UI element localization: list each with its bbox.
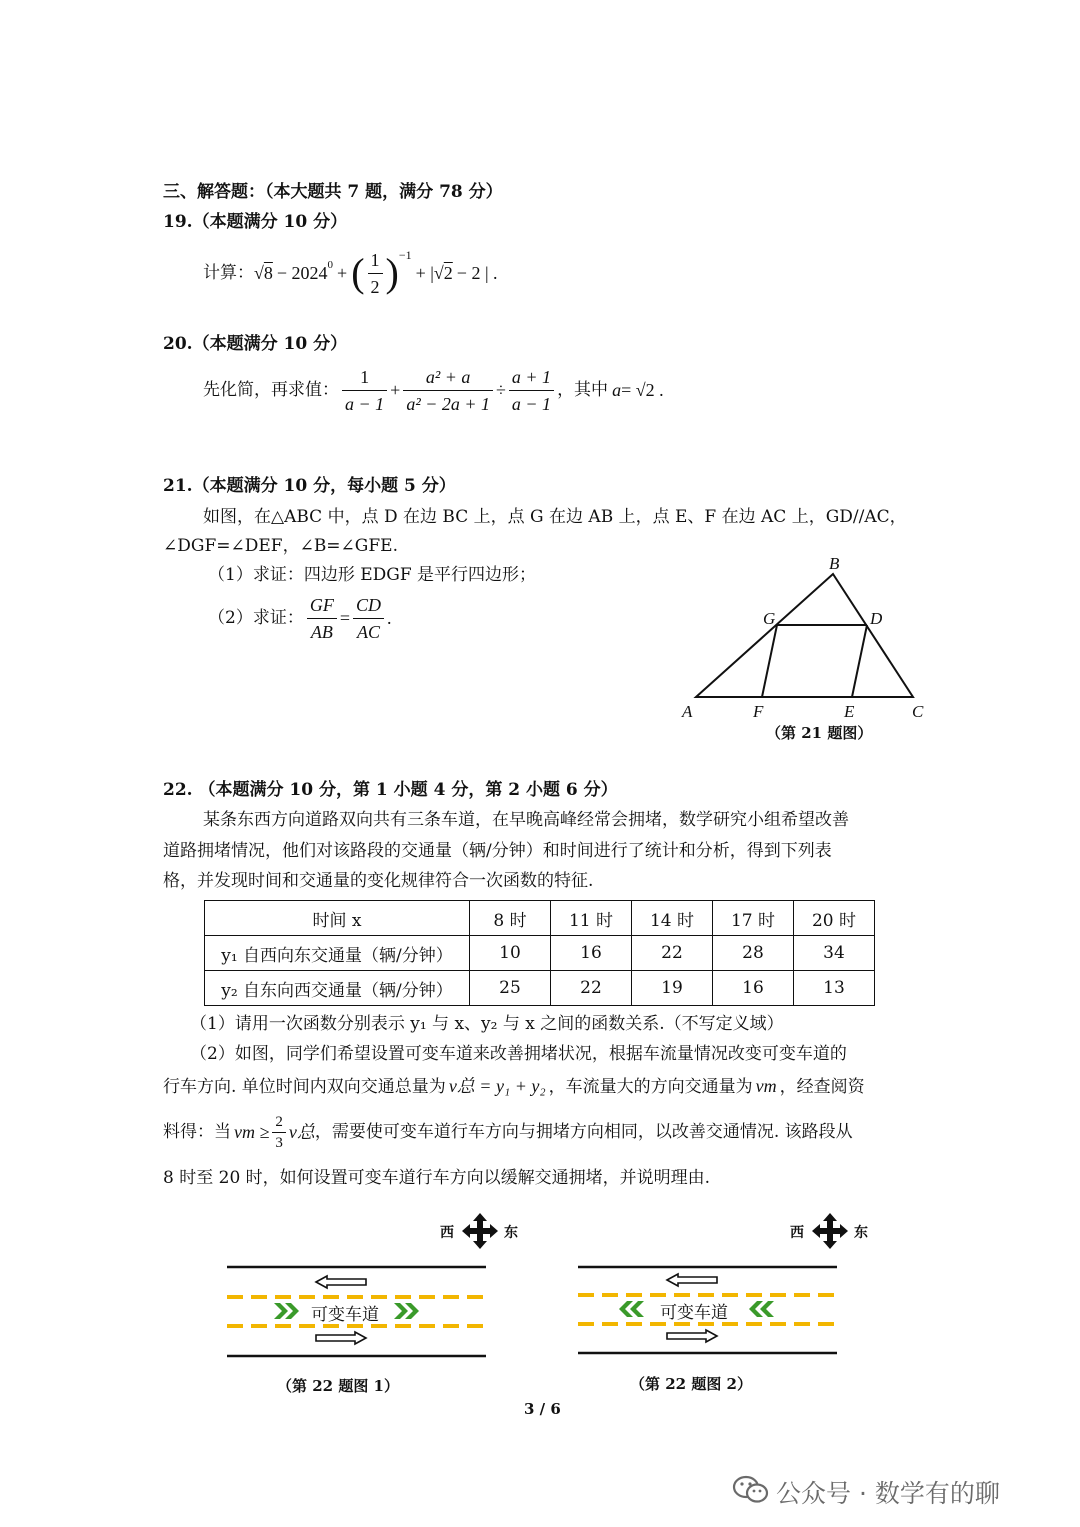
table-cell: 22 [632, 936, 713, 971]
eastbound-arrow-icon [316, 1332, 366, 1344]
label-b: B [829, 554, 840, 573]
traffic-table [204, 900, 875, 1006]
q22-total-formula: v总 = y₁ + y₂ [448, 1076, 546, 1096]
table-cell: 22 [551, 971, 632, 1006]
q21-end: . [387, 608, 392, 628]
label-g: G [763, 609, 776, 628]
table-row-label: y₁ 自西向东交通量（辆/分钟） [205, 936, 470, 971]
q19-exp-neg1: −1 [398, 248, 412, 262]
q20-var: a [612, 380, 622, 400]
q22-frac-two-thirds: $\frac{2}{3}$ [272, 1112, 286, 1153]
label-f: F [753, 702, 764, 721]
q20-value: = √2 . [621, 380, 664, 400]
eastbound-arrow-icon [667, 1330, 717, 1342]
table-row [205, 936, 875, 971]
table-row-label: y₂ 自东向西交通量（辆/分钟） [205, 971, 470, 1006]
table-header-cell: 20 时 [794, 901, 875, 936]
table-row [205, 971, 875, 1006]
table-header-cell: 17 时 [713, 901, 794, 936]
fig1-east-label: 东 [504, 1225, 518, 1241]
table-cell: 28 [713, 936, 794, 971]
footer-brand: 公众号 · 数学有的聊 [776, 1479, 1000, 1508]
q22-part1: （1）请用一次函数分别表示 y₁ 与 x、y₂ 与 x 之间的函数关系.（不写定义域） [190, 1014, 784, 1034]
q21-frac-gf-ab: $\frac{GF}{AB}$ [307, 592, 337, 645]
q19-paren-right: ) [385, 250, 399, 295]
fig1-caption: （第 22 题图 1） [277, 1377, 399, 1395]
q22-part2-line4: 8 时至 20 时，如何设置可变车道行车方向以缓解交通拥堵，并说明理由. [163, 1168, 711, 1188]
q20-tail: ，其中 [557, 380, 609, 400]
q20-frac3: $\frac{a + 1}{a - 1}$ [509, 364, 554, 417]
q19-exp0: 0 [327, 259, 334, 271]
q19-abs-close: − 2 | . [456, 263, 498, 283]
q22-part2-line3: 料得：当 vm ≥ $\frac{2}{3}$ v总 ，需要使可变车道行车方向与拥堵方向相同，以改善交通情况. 该路段从 [163, 1113, 853, 1151]
q19-term-2024: − 2024 [276, 263, 328, 283]
q20-frac1: $\frac{1}{a - 1}$ [342, 364, 387, 417]
table-header-row [205, 901, 875, 936]
table-cell: 10 [470, 936, 551, 971]
westbound-arrow-icon [316, 1276, 366, 1288]
fig2-caption: （第 22 题图 2） [630, 1375, 752, 1393]
q21-part2 [208, 590, 392, 646]
triangle-abc [696, 574, 913, 697]
q22-header: 22. （本题满分 10 分，第 1 小题 4 分，第 2 小题 6 分） [163, 780, 618, 800]
label-d: D [870, 609, 883, 628]
q19-sqrt8: √8 [254, 263, 273, 283]
label-e: E [844, 702, 855, 721]
fig2-east-label: 东 [854, 1225, 868, 1241]
q22-para3: 格，并发现时间和交通量的变化规律符合一次函数的特征. [163, 871, 594, 891]
q19-header: 19.（本题满分 10 分） [163, 212, 348, 232]
q21-triangle-figure [670, 552, 940, 747]
q20-expression [203, 362, 664, 418]
q20-prompt: 先化简，再求值： [203, 380, 339, 400]
wechat-icon [732, 1474, 770, 1506]
fig2-lane-label: 可变车道 [660, 1303, 728, 1323]
table-header-cell: 14 时 [632, 901, 713, 936]
q20-frac2: $\frac{\text{a² + a}}{\text{a² − 2a + 1}}$ [403, 364, 493, 417]
q21-figure-caption: （第 21 题图） [766, 724, 873, 742]
table-cell: 16 [713, 971, 794, 1006]
table-cell: 19 [632, 971, 713, 1006]
q21-frac-cd-ac: $\frac{CD}{AC}$ [353, 592, 384, 645]
q19-plus: + [337, 263, 348, 283]
fig2-west-label: 西 [790, 1225, 804, 1241]
q21-line1: 如图，在△ABC 中，点 D 在边 BC 上，点 G 在边 AB 上，点 E、F 在边 AC 上，GD//AC， [203, 507, 907, 527]
fig2-compass-icon [811, 1212, 849, 1250]
q19-half: $\frac{1}{2}$ [368, 247, 383, 300]
segment-de [852, 625, 867, 697]
table-header-cell: 时间 x [205, 901, 470, 936]
table-cell: 34 [794, 936, 875, 971]
q19-sqrt2: √2 [433, 263, 453, 283]
q21-line2: ∠DGF=∠DEF，∠B=∠GFE. [163, 536, 398, 556]
q22-vm: vm [755, 1076, 777, 1096]
q21-part1: （1）求证：四边形 EDGF 是平行四边形； [208, 565, 537, 585]
q22-part2-line2: 行车方向. 单位时间内双向交通总量为 v总 = y₁ + y₂ ，车流量大的方向交通量为 vm ，经查阅资 [163, 1076, 865, 1097]
q22-vm-geq: vm ≥ [234, 1122, 270, 1142]
q21-part2-prefix: （2）求证： [208, 608, 304, 628]
page-number: 3 / 6 [524, 1400, 561, 1418]
table-cell: 13 [794, 971, 875, 1006]
label-c: C [912, 702, 924, 721]
table-cell: 16 [551, 936, 632, 971]
q20-op-plus: + [390, 380, 401, 400]
q19-paren-left: ( [351, 250, 365, 295]
fig1-west-label: 西 [440, 1225, 454, 1241]
q19-abs-open: + | [415, 263, 434, 283]
table-header-cell: 11 时 [551, 901, 632, 936]
q20-header: 20.（本题满分 10 分） [163, 334, 348, 354]
q21-eq: = [339, 608, 350, 628]
table-header-cell: 8 时 [470, 901, 551, 936]
fig1-compass-icon [461, 1212, 499, 1250]
fig1-lane-label: 可变车道 [311, 1305, 379, 1325]
q19-expression [203, 245, 498, 301]
q22-vtotal: v总 [288, 1122, 315, 1142]
q20-op-div: ÷ [496, 380, 506, 400]
label-a: A [682, 702, 693, 721]
table-cell: 25 [470, 971, 551, 1006]
q21-header: 21.（本题满分 10 分，每小题 5 分） [163, 476, 456, 496]
q19-prompt: 计算： [203, 263, 254, 283]
q22-para1: 某条东西方向道路双向共有三条车道，在早晚高峰经常会拥堵，数学研究小组希望改善 [203, 810, 849, 830]
section-title: 三、解答题：（本大题共 7 题，满分 78 分） [163, 182, 503, 202]
westbound-arrow-icon [667, 1274, 717, 1286]
q22-part2-line1: （2）如图，同学们希望设置可变车道来改善拥堵状况，根据车流量情况改变可变车道的 [190, 1044, 847, 1064]
q22-para2: 道路拥堵情况，他们对该路段的交通量（辆/分钟）和时间进行了统计和分析，得到下列表 [163, 841, 832, 861]
